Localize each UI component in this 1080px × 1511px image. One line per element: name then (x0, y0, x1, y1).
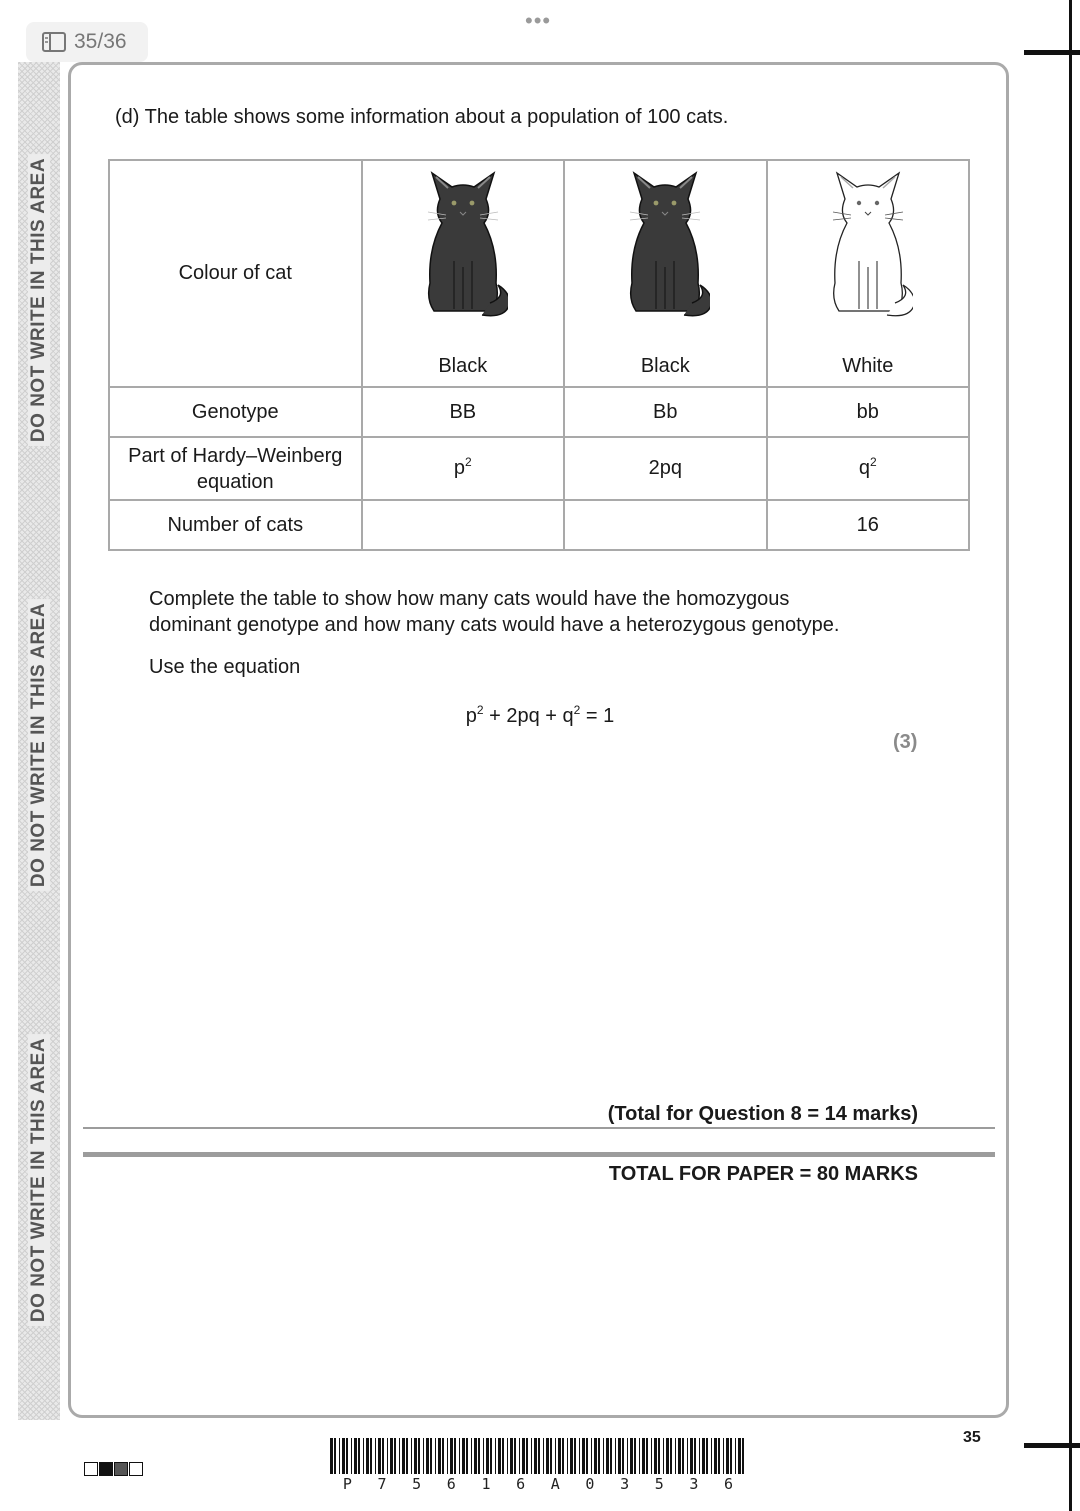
instruction-line1: Complete the table to show how many cats would have the homozygous (149, 588, 790, 610)
hw-q-squared (767, 437, 969, 500)
paper-total: TOTAL FOR PAPER = 80 MARKS (608, 1163, 918, 1185)
barcode-char: 5 (412, 1475, 422, 1493)
genotype-row-label: Genotype (109, 387, 362, 437)
divider-thin (83, 1127, 995, 1129)
genotype-BB: BB (362, 387, 564, 437)
barcode-char: P (342, 1475, 352, 1493)
divider-thick (83, 1152, 995, 1157)
eq-sup-1: 2 (476, 703, 484, 717)
eq-middle: + 2pq + q (483, 705, 574, 727)
black-cat-image (418, 171, 508, 321)
colour-row-label: Colour of cat (109, 160, 362, 387)
more-options-dots[interactable]: ••• (525, 8, 552, 33)
barcode-char: 6 (724, 1475, 734, 1493)
barcode-char: 7 (377, 1475, 387, 1493)
question-intro: (d) The table shows some information about a population of 100 cats. (115, 106, 729, 128)
genotype-bb: bb (767, 387, 969, 437)
barcode-char: 3 (689, 1475, 699, 1493)
barcode-char: 5 (654, 1475, 664, 1493)
page-number: 35 (963, 1429, 981, 1446)
hw-q-sup: 2 (869, 455, 877, 469)
use-equation-text: Use the equation (149, 656, 301, 678)
hw-2pq: 2pq (564, 437, 767, 500)
colour-black-1: Black (438, 355, 488, 377)
colour-white: White (842, 355, 894, 377)
sidebar-panel-icon (42, 32, 66, 52)
genotype-Bb: Bb (564, 387, 767, 437)
barcode-image (330, 1438, 746, 1474)
hw-p-sup: 2 (465, 455, 472, 469)
page-edge-line (1069, 0, 1072, 1511)
number-Bb-answer[interactable] (564, 500, 767, 550)
page-indicator[interactable] (26, 22, 148, 62)
page-id-boxes (84, 1462, 144, 1476)
instruction (149, 586, 839, 638)
barcode-char: 6 (446, 1475, 456, 1493)
hw-q-base: q (858, 457, 870, 479)
margin-warning-3: DO NOT WRITE IN THIS AREA (28, 1034, 50, 1326)
eq-sup-2: 2 (573, 703, 581, 717)
barcode-char: 0 (585, 1475, 595, 1493)
eq-end: = 1 (580, 705, 615, 727)
number-BB-answer[interactable] (362, 500, 564, 550)
white-cat-image (823, 171, 913, 321)
barcode-char: 6 (516, 1475, 526, 1493)
hardy-weinberg-equation (0, 705, 1080, 728)
eq-p: p (465, 705, 477, 727)
hw-p-squared (362, 437, 564, 500)
barcode-char: 1 (481, 1475, 491, 1493)
margin-warning-2: DO NOT WRITE IN THIS AREA (28, 599, 50, 891)
cat-cell-2 (564, 160, 767, 387)
number-bb: 16 (767, 500, 969, 550)
page-indicator-text: 35/36 (74, 30, 127, 53)
black-cat-image (620, 171, 710, 321)
hw-row-label (109, 437, 362, 500)
instruction-line2: dominant genotype and how many cats would have a heterozygous genotype. (149, 614, 840, 636)
colour-black-2: Black (640, 355, 690, 377)
hw-label-line2: equation (196, 470, 274, 493)
barcode-text (330, 1475, 746, 1493)
margin-warning-1: DO NOT WRITE IN THIS AREA (28, 154, 50, 446)
barcode-char: 3 (620, 1475, 630, 1493)
barcode-char: A (550, 1475, 560, 1493)
cat-cell-1 (362, 160, 564, 387)
cats-table (108, 159, 970, 551)
hw-p-base: p (453, 457, 465, 479)
marks-indicator: (3) (893, 731, 918, 753)
registration-mark-bottom (1024, 1443, 1080, 1448)
number-row-label: Number of cats (109, 500, 362, 550)
registration-mark-top (1024, 50, 1080, 55)
cat-cell-3 (767, 160, 969, 387)
question-total: (Total for Question 8 = 14 marks) (607, 1103, 918, 1125)
hw-label-line1: Part of Hardy–Weinberg (128, 444, 343, 467)
